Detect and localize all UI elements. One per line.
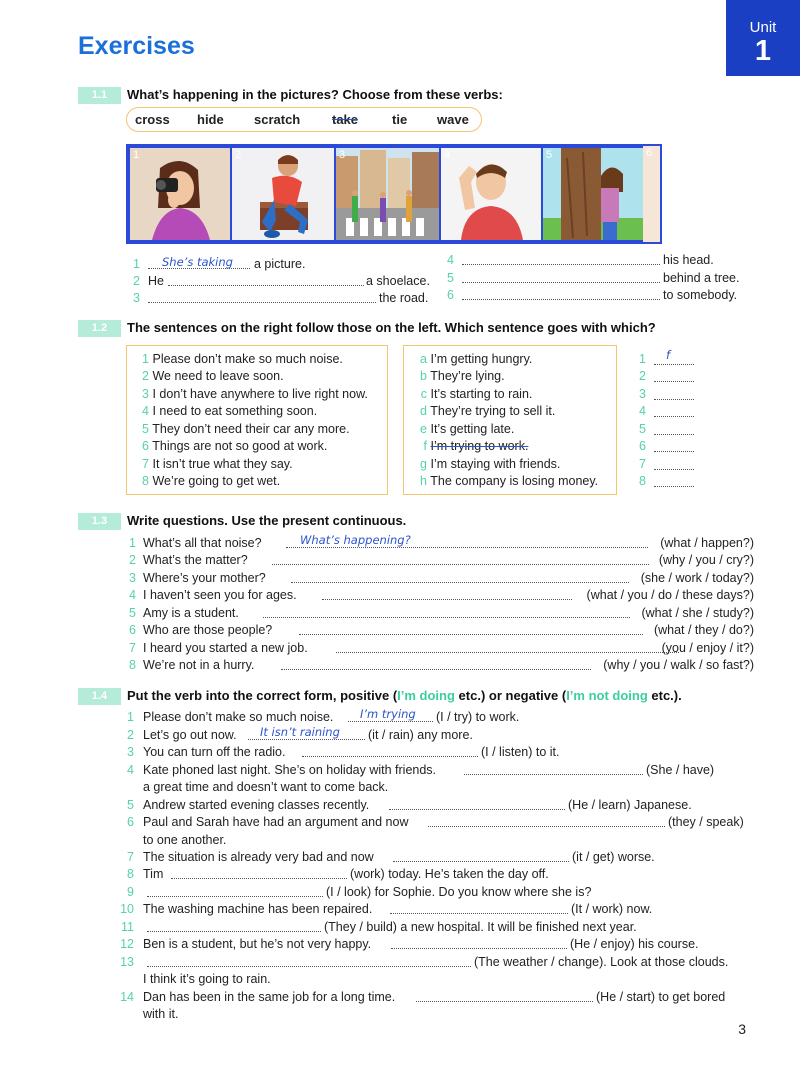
answer-blank[interactable] xyxy=(168,285,364,286)
sentence-text: Andrew started evening classes recently. xyxy=(143,798,370,812)
answer-blank[interactable] xyxy=(263,617,630,618)
match-answer: 4 xyxy=(636,403,706,419)
answer-blank[interactable] xyxy=(322,599,572,600)
answer-blank[interactable] xyxy=(390,913,568,914)
exercise-row xyxy=(110,884,755,900)
sentence-text: The situation is already very bad and now xyxy=(143,850,374,864)
sentence-text: a shoelace. xyxy=(366,274,430,288)
picture-number: 4 xyxy=(444,149,451,161)
right-sentence: b They’re lying. xyxy=(420,369,505,383)
answer-blank[interactable] xyxy=(391,948,567,949)
picture-strip xyxy=(126,144,662,244)
question-prompt: Who are those people? xyxy=(143,623,273,637)
item-number: 9 xyxy=(127,885,134,899)
sentence-text: The washing machine has been repaired. xyxy=(143,902,373,916)
item-number: 11 xyxy=(121,920,134,934)
sentence-text: (they / speak) xyxy=(668,815,744,829)
sentence-text: (She / have) xyxy=(646,763,715,777)
item-number: 8 xyxy=(127,867,134,881)
sentence-continuation: with it. xyxy=(143,1007,179,1021)
verb-cue: (why / you / cry?) xyxy=(658,553,754,567)
left-sentence: 6 Things are not so good at work. xyxy=(142,439,328,453)
sentence-1-1-2 xyxy=(126,273,436,289)
sentence-text: Ben is a student, but he’s not very happy. xyxy=(143,937,372,951)
verb-choices-box xyxy=(126,107,482,132)
match-answer: 3 xyxy=(636,386,706,402)
question-prompt: We’re not in a hurry. xyxy=(143,658,255,672)
verb-cue: (she / work / today?) xyxy=(640,571,754,585)
sentence-text: (It / work) now. xyxy=(571,902,653,916)
question-row xyxy=(126,657,754,673)
item-number: 1 xyxy=(133,257,140,271)
right-sentence: e It’s getting late. xyxy=(420,422,515,436)
exercise-number-1-2: 1.2 xyxy=(78,320,121,337)
question-row xyxy=(126,587,754,603)
question-row xyxy=(126,552,754,568)
question-prompt: What’s all that noise? xyxy=(143,536,262,550)
item-number: 13 xyxy=(120,955,134,969)
exercise-row xyxy=(110,919,755,935)
picture-number: 6 xyxy=(646,147,653,159)
exercise-row xyxy=(110,814,755,830)
exercise-number-1-1: 1.1 xyxy=(78,87,121,104)
exercise-title-1-2: The sentences on the right follow those on the left. Which sentence goes with which? xyxy=(127,320,656,335)
verb-cue: (why / you / walk / so fast?) xyxy=(603,658,754,672)
sentence-text: He xyxy=(148,274,164,288)
verb-cue: (what / you / do / these days?) xyxy=(586,588,754,602)
left-sentence: 8 We’re going to get wet. xyxy=(142,474,281,488)
picture-number: 1 xyxy=(133,149,140,161)
question-prompt: I heard you started a new job. xyxy=(143,641,308,655)
verb-option: wave xyxy=(437,112,469,127)
answer-blank[interactable] xyxy=(462,264,660,265)
left-sentence: 5 They don’t need their car any more. xyxy=(142,422,350,436)
exercise-row xyxy=(110,797,755,813)
girl-hiding-behind-tree-icon xyxy=(543,148,645,240)
exercise-row xyxy=(110,989,755,1005)
left-sentence: 2 We need to leave soon. xyxy=(142,369,284,383)
answer-blank[interactable] xyxy=(393,861,569,862)
sentence-text: (I / look) for Sophie. Do you know where she is? xyxy=(326,885,592,899)
answer-blank[interactable] xyxy=(281,669,591,670)
people-crossing-road-icon xyxy=(336,148,439,240)
item-number: 4 xyxy=(129,588,136,602)
sentence-text: (They / build) a new hospital. It will be finished next year. xyxy=(324,920,637,934)
sentence-text: (work) today. He’s taken the day off. xyxy=(350,867,549,881)
exercise-number-1-4: 1.4 xyxy=(78,688,121,705)
sentence-text: (it / get) worse. xyxy=(572,850,655,864)
answer-blank[interactable] xyxy=(147,931,321,932)
item-number: 7 xyxy=(129,641,136,655)
item-number: 5 xyxy=(447,271,454,285)
sentence-text: (He / learn) Japanese. xyxy=(568,798,692,812)
question-prompt: I haven’t seen you for ages. xyxy=(143,588,297,602)
answer-blank[interactable] xyxy=(291,582,629,583)
item-number: 5 xyxy=(129,606,136,620)
exercise-title-1-1: What’s happening in the pictures? Choose from these verbs: xyxy=(127,87,503,102)
item-number: 6 xyxy=(127,815,134,829)
item-number: 2 xyxy=(127,728,134,742)
answer-blank[interactable] xyxy=(147,966,471,967)
item-number: 2 xyxy=(129,553,136,567)
sentence-text: (it / rain) any more. xyxy=(368,728,473,742)
answer-blank[interactable] xyxy=(147,896,323,897)
sentence-text: (I / try) to work. xyxy=(436,710,520,724)
answer-blank[interactable] xyxy=(654,451,694,452)
handwritten-answer: She’s taking xyxy=(162,255,233,269)
match-answer: 6 xyxy=(636,438,706,454)
right-sentence: c It’s starting to rain. xyxy=(420,387,533,401)
sentence-text: (He / start) to get bored xyxy=(596,990,726,1004)
exercise-row xyxy=(110,849,755,865)
answer-blank[interactable] xyxy=(654,381,694,382)
sentence-text: You can turn off the radio. xyxy=(143,745,286,759)
handwritten-answer: What’s happening? xyxy=(300,533,411,547)
handwritten-answer: f xyxy=(666,348,671,362)
sentence-text: (The weather / change). Look at those clouds. xyxy=(474,955,729,969)
sentence-text: Dan has been in the same job for a long time. xyxy=(143,990,396,1004)
answer-blank[interactable] xyxy=(654,416,694,417)
sentence-text: Tim xyxy=(143,867,164,881)
exercise-title-1-3: Write questions. Use the present continuous. xyxy=(127,513,407,528)
page-title: Exercises xyxy=(78,32,195,60)
answer-blank[interactable] xyxy=(462,282,660,283)
answer-blank[interactable] xyxy=(464,774,643,775)
left-sentence: 7 It isn’t true what they say. xyxy=(142,457,293,471)
picture-number: 3 xyxy=(339,149,346,161)
sentence-continuation: a great time and doesn’t want to come back. xyxy=(143,780,389,794)
answer-blank[interactable] xyxy=(336,652,679,653)
question-row xyxy=(126,640,754,656)
sentence-text: a picture. xyxy=(254,257,306,271)
exercise-number-1-3: 1.3 xyxy=(78,513,121,530)
exercise-row xyxy=(110,901,755,917)
sentence-text: Let’s go out now. xyxy=(143,728,237,742)
right-sentence-used: f I’m trying to work. xyxy=(423,439,529,453)
handwritten-answer: It isn’t raining xyxy=(260,725,340,739)
unit-tab xyxy=(726,0,800,76)
exercise-row xyxy=(110,866,755,882)
exercise-row xyxy=(110,936,755,952)
item-number: 2 xyxy=(133,274,140,288)
question-row xyxy=(126,535,754,551)
item-number: 6 xyxy=(447,288,454,302)
answer-blank[interactable] xyxy=(299,634,643,635)
answer-blank[interactable] xyxy=(428,826,665,827)
sentence-text: Please don’t make so much noise. xyxy=(143,710,334,724)
item-number: 7 xyxy=(127,850,134,864)
woman-with-camera-icon xyxy=(130,148,230,240)
right-sentence: g I’m staying with friends. xyxy=(420,457,561,471)
question-prompt: Amy is a student. xyxy=(143,606,239,620)
item-number: 5 xyxy=(127,798,134,812)
sentence-1-1-5 xyxy=(440,270,750,286)
exercise-row xyxy=(110,744,755,760)
sentence-text: Paul and Sarah have had an argument and now xyxy=(143,815,409,829)
sentence-1-1-4 xyxy=(440,252,750,268)
picture-number: 5 xyxy=(546,149,553,161)
item-number: 1 xyxy=(129,536,136,550)
sentence-text: Kate phoned last night. She’s on holiday with friends. xyxy=(143,763,437,777)
exercise-row xyxy=(110,727,755,743)
item-number: 8 xyxy=(129,658,136,672)
question-row xyxy=(126,570,754,586)
exercise-title-1-4: Put the verb into the correct form, positive (I’m doing etc.) or negative (I’m not doing etc.). xyxy=(127,688,682,703)
answer-blank[interactable] xyxy=(654,434,694,435)
question-row xyxy=(126,605,754,621)
verb-cue: (what / happen?) xyxy=(660,536,754,550)
match-answer: 5 xyxy=(636,421,706,437)
answer-blank[interactable] xyxy=(654,364,694,365)
sentence-text: (He / enjoy) his course. xyxy=(570,937,699,951)
man-tying-shoelace-icon xyxy=(232,148,334,240)
match-answer: 7 xyxy=(636,456,706,472)
item-number: 3 xyxy=(133,291,140,305)
verb-option: tie xyxy=(392,112,408,127)
right-sentence: d They’re trying to sell it. xyxy=(420,404,556,418)
unit-number: 1 xyxy=(754,35,772,67)
item-number: 10 xyxy=(120,902,134,916)
answer-blank[interactable] xyxy=(462,299,660,300)
item-number: 3 xyxy=(127,745,134,759)
sentence-1-1-6 xyxy=(440,287,750,303)
question-row xyxy=(126,622,754,638)
item-number: 14 xyxy=(120,990,134,1004)
item-number: 12 xyxy=(120,937,134,951)
sentence-1-1-1 xyxy=(126,256,436,272)
item-number: 4 xyxy=(127,763,134,777)
sentence-text: his head. xyxy=(663,253,714,267)
answer-blank[interactable] xyxy=(302,756,478,757)
question-prompt: What’s the matter? xyxy=(143,553,248,567)
picture-number: 2 xyxy=(235,149,242,161)
answer-blank[interactable] xyxy=(416,1001,593,1002)
sentence-text: (I / listen) to it. xyxy=(481,745,560,759)
verb-cue: (you / enjoy / it?) xyxy=(661,641,754,655)
sentence-text: to somebody. xyxy=(663,288,738,302)
answer-blank[interactable] xyxy=(171,878,347,879)
verb-option-used: take xyxy=(332,112,359,127)
item-number: 1 xyxy=(127,710,134,724)
exercise-row xyxy=(110,762,755,778)
right-sentence: a I’m getting hungry. xyxy=(420,352,533,366)
item-number: 3 xyxy=(129,571,136,585)
match-answer: 1 f xyxy=(636,351,706,367)
sentence-1-1-3 xyxy=(126,290,436,306)
answer-blank[interactable] xyxy=(654,399,694,400)
left-sentence: 4 I need to eat something soon. xyxy=(142,404,318,418)
verb-cue: (what / they / do?) xyxy=(653,623,754,637)
item-number: 4 xyxy=(447,253,454,267)
man-scratching-head-icon xyxy=(441,148,541,240)
match-answer: 2 xyxy=(636,368,706,384)
page-number: 3 xyxy=(738,1021,746,1037)
verb-option: cross xyxy=(135,112,170,127)
verb-option: scratch xyxy=(254,112,301,127)
exercise-row xyxy=(110,709,755,725)
exercise-row xyxy=(110,954,755,970)
left-sentence: 1 Please don’t make so much noise. xyxy=(142,352,343,366)
unit-label: Unit xyxy=(749,19,777,36)
left-sentence: 3 I don’t have anywhere to live right now. xyxy=(142,387,368,401)
sentence-text: behind a tree. xyxy=(663,271,740,285)
answer-blank[interactable] xyxy=(654,486,694,487)
verb-option: hide xyxy=(197,112,224,127)
answer-blank[interactable] xyxy=(389,809,565,810)
sentence-continuation: I think it’s going to rain. xyxy=(143,972,271,986)
item-number: 6 xyxy=(129,623,136,637)
right-sentence: h The company is losing money. xyxy=(420,474,599,488)
verb-cue: (what / she / study?) xyxy=(641,606,754,620)
answer-blank[interactable] xyxy=(654,469,694,470)
sentence-continuation: to one another. xyxy=(143,833,227,847)
handwritten-answer: I’m trying xyxy=(360,707,416,721)
sentence-text: the road. xyxy=(379,291,429,305)
woman-waving-icon xyxy=(643,146,660,242)
answer-blank[interactable] xyxy=(272,564,649,565)
answer-blank[interactable] xyxy=(148,302,376,303)
question-prompt: Where’s your mother? xyxy=(143,571,266,585)
match-answer: 8 xyxy=(636,473,706,489)
